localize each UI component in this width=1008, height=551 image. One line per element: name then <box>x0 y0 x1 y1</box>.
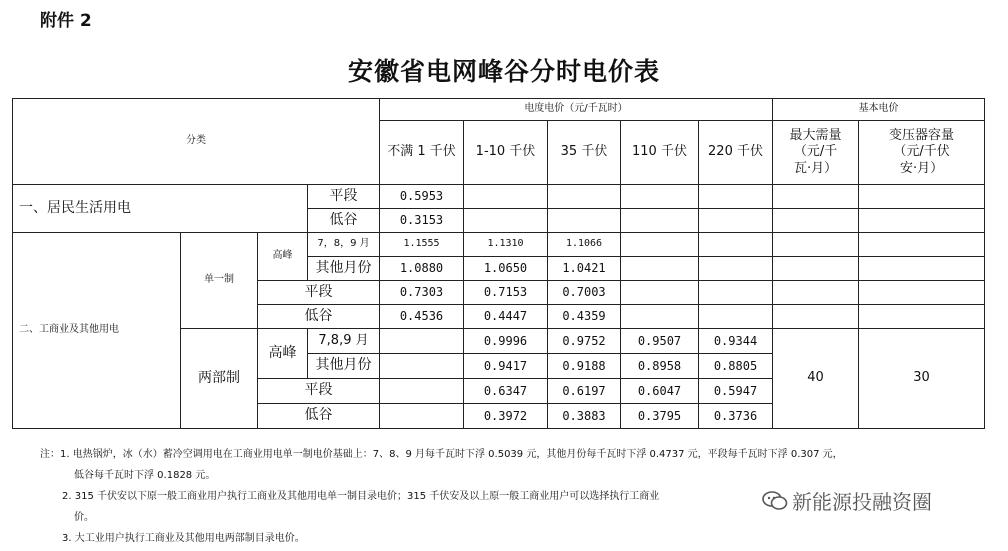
cell-single-valley-demand <box>773 305 859 329</box>
cell-two-peak-summer-1: 0.9996 <box>464 329 548 354</box>
cell-res-valley-0: 0.3153 <box>380 209 464 233</box>
cell-two-flat-3: 0.6047 <box>621 379 699 404</box>
note-2b: 价。 <box>74 512 94 523</box>
category-commercial: 二、工商业及其他用电 <box>13 233 181 429</box>
cell-single-flat-0: 0.7303 <box>380 281 464 305</box>
cell-single-valley-3 <box>621 305 699 329</box>
period-jul-aug-sep: 7，8，9 月 <box>308 233 380 257</box>
system-single: 单一制 <box>181 233 258 329</box>
period-other-months: 其他月份 <box>308 257 380 281</box>
system-two-part: 两部制 <box>181 329 258 429</box>
voltage-35kv: 35 千伏 <box>548 121 621 185</box>
cell-two-flat-2: 0.6197 <box>548 379 621 404</box>
header-transformer-capacity: 变压器容量 （元/千伏 安·月） <box>859 121 985 185</box>
cell-two-peak-summer-3: 0.9507 <box>621 329 699 354</box>
cell-single-peak-summer-demand <box>773 233 859 257</box>
cell-two-peak-other-2: 0.9188 <box>548 354 621 379</box>
note-3: 3. 大工业用户执行工商业及其他用电两部制目录电价。 <box>62 533 305 544</box>
cell-single-valley-4 <box>699 305 773 329</box>
voltage-110kv: 110 千伏 <box>621 121 699 185</box>
attachment-label: 附件 2 <box>40 11 92 31</box>
voltage-lt1kv: 不满 1 千伏 <box>380 121 464 185</box>
cell-single-peak-summer-0: 1.1555 <box>380 233 464 257</box>
cell-res-valley-1 <box>464 209 548 233</box>
cell-single-peak-summer-1: 1.1310 <box>464 233 548 257</box>
cell-res-valley-3 <box>621 209 699 233</box>
header-energy-price: 电度电价（元/千瓦时） <box>380 99 773 121</box>
cell-transformer-value: 30 <box>859 329 985 429</box>
cell-single-peak-summer-2: 1.1066 <box>548 233 621 257</box>
period-peak-two-part: 高峰 <box>258 329 308 379</box>
cell-res-valley-4 <box>699 209 773 233</box>
period-valley: 低谷 <box>308 209 380 233</box>
cell-single-valley-2: 0.4359 <box>548 305 621 329</box>
period-valley-two-part: 低谷 <box>258 404 380 429</box>
price-table <box>12 98 985 429</box>
period-flat: 平段 <box>308 185 380 209</box>
cell-single-flat-4 <box>699 281 773 305</box>
cell-single-peak-other-transformer <box>859 257 985 281</box>
header-category: 分类 <box>13 99 380 185</box>
cell-two-peak-other-4: 0.8805 <box>699 354 773 379</box>
cell-two-peak-other-3: 0.8958 <box>621 354 699 379</box>
cell-two-valley-4: 0.3736 <box>699 404 773 429</box>
cell-res-flat-demand <box>773 185 859 209</box>
cell-two-valley-3: 0.3795 <box>621 404 699 429</box>
cell-single-peak-other-4 <box>699 257 773 281</box>
cell-single-peak-summer-4 <box>699 233 773 257</box>
cell-res-flat-0: 0.5953 <box>380 185 464 209</box>
cell-res-flat-3 <box>621 185 699 209</box>
cell-two-valley-2: 0.3883 <box>548 404 621 429</box>
cell-two-peak-summer-0 <box>380 329 464 354</box>
header-max-demand: 最大需量 （元/千 瓦·月） <box>773 121 859 185</box>
note-1b: 低谷每千瓦时下浮 0.1828 元。 <box>74 470 216 481</box>
note-1a: 注：1. 电热锅炉，冰（水）蓄冷空调用电在工商业用电单一制电价基础上：7、8、9 月每千瓦时下浮 0.5039 元，其他月份每千瓦时下浮 0.4737 元，平段每千瓦时下浮 0.307 元， <box>40 449 843 460</box>
cell-single-valley-0: 0.4536 <box>380 305 464 329</box>
cell-single-peak-summer-3 <box>621 233 699 257</box>
period-valley-single: 低谷 <box>258 305 380 329</box>
period-flat-two-part: 平段 <box>258 379 380 404</box>
cell-max-demand-value: 40 <box>773 329 859 429</box>
cell-res-flat-1 <box>464 185 548 209</box>
chat-bubble-icon <box>762 490 788 512</box>
period-flat-single: 平段 <box>258 281 380 305</box>
voltage-1-10kv: 1-10 千伏 <box>464 121 548 185</box>
cell-two-flat-1: 0.6347 <box>464 379 548 404</box>
cell-single-flat-2: 0.7003 <box>548 281 621 305</box>
cell-single-flat-3 <box>621 281 699 305</box>
category-residential: 一、居民生活用电 <box>13 185 308 233</box>
period-jul-aug-sep-two-part: 7,8,9 月 <box>308 329 380 354</box>
cell-res-flat-transformer <box>859 185 985 209</box>
cell-two-valley-0 <box>380 404 464 429</box>
cell-res-valley-transformer <box>859 209 985 233</box>
cell-two-peak-other-1: 0.9417 <box>464 354 548 379</box>
cell-single-peak-other-1: 1.0650 <box>464 257 548 281</box>
cell-single-valley-1: 0.4447 <box>464 305 548 329</box>
cell-two-peak-other-0 <box>380 354 464 379</box>
page-title: 安徽省电网峰谷分时电价表 <box>347 57 660 86</box>
cell-two-flat-4: 0.5947 <box>699 379 773 404</box>
cell-single-flat-transformer <box>859 281 985 305</box>
note-2a: 2. 315 千伏安以下原一般工商业用户执行工商业及其他用电单一制目录电价；315 千伏安及以上原一般工商业用户可以选择执行工商业 <box>62 491 660 502</box>
cell-single-peak-other-2: 1.0421 <box>548 257 621 281</box>
cell-single-peak-summer-transformer <box>859 233 985 257</box>
cell-res-flat-4 <box>699 185 773 209</box>
cell-res-valley-2 <box>548 209 621 233</box>
cell-single-valley-transformer <box>859 305 985 329</box>
cell-res-valley-demand <box>773 209 859 233</box>
period-other-months-two-part: 其他月份 <box>308 354 380 379</box>
voltage-220kv: 220 千伏 <box>699 121 773 185</box>
period-peak-single: 高峰 <box>258 233 308 281</box>
cell-two-peak-summer-4: 0.9344 <box>699 329 773 354</box>
header-basic-price: 基本电价 <box>773 99 985 121</box>
cell-single-peak-other-demand <box>773 257 859 281</box>
cell-res-flat-2 <box>548 185 621 209</box>
cell-two-peak-summer-2: 0.9752 <box>548 329 621 354</box>
cell-single-peak-other-0: 1.0880 <box>380 257 464 281</box>
watermark <box>762 486 932 515</box>
cell-two-flat-0 <box>380 379 464 404</box>
cell-single-flat-1: 0.7153 <box>464 281 548 305</box>
cell-single-flat-demand <box>773 281 859 305</box>
cell-single-peak-other-3 <box>621 257 699 281</box>
cell-two-valley-1: 0.3972 <box>464 404 548 429</box>
watermark-text: 新能源投融资圈 <box>792 490 932 514</box>
